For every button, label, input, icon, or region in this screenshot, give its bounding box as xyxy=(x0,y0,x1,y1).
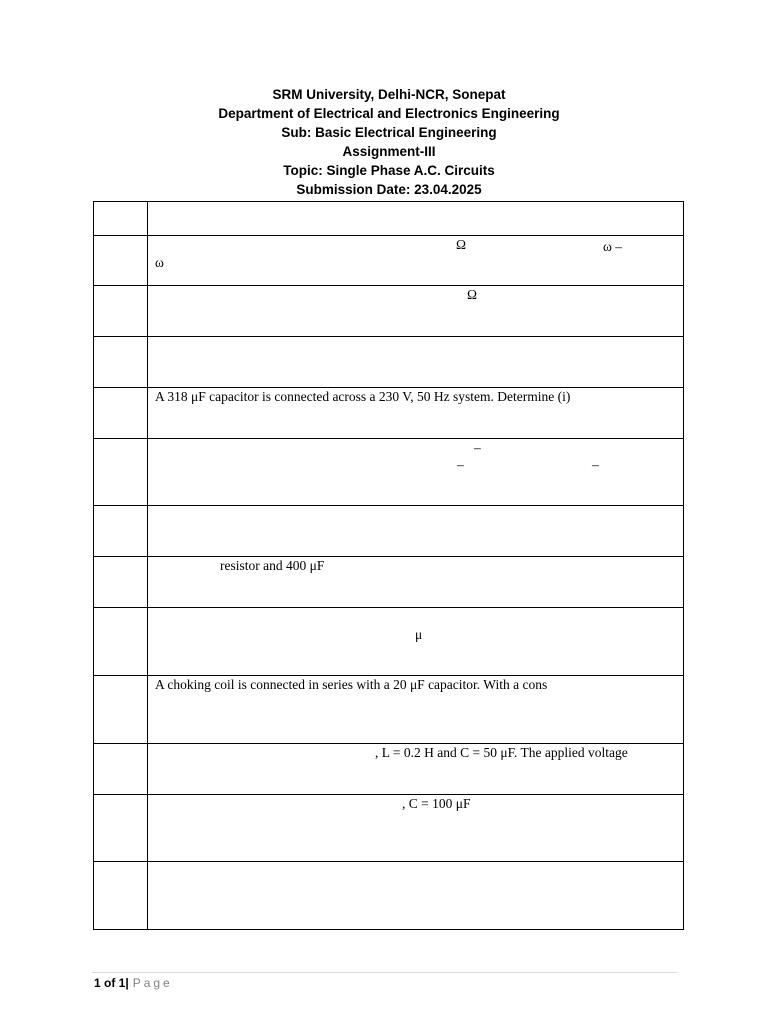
table-row xyxy=(94,795,684,862)
assignment-title: Assignment-III xyxy=(342,143,436,159)
table-row xyxy=(94,557,684,608)
questions-table xyxy=(93,201,684,930)
question-number-cell xyxy=(94,676,148,744)
question-fragment: – xyxy=(592,457,599,472)
question-number-cell xyxy=(94,557,148,608)
table-row xyxy=(94,202,684,236)
question-number-cell xyxy=(94,236,148,286)
topic-line: Topic: Single Phase A.C. Circuits xyxy=(283,162,495,178)
table-row xyxy=(94,862,684,930)
table-row xyxy=(94,286,684,337)
question-number-cell xyxy=(94,388,148,439)
question-fragment: A 318 μF capacitor is connected across a 230 V, 50 Hz system. Determine (i) xyxy=(155,389,571,404)
question-fragment: μ xyxy=(415,627,423,642)
footer-divider xyxy=(92,972,677,973)
table-row xyxy=(94,506,684,557)
question-text-cell xyxy=(148,337,684,388)
page-number: 1 of 1| xyxy=(94,976,129,990)
question-number-cell xyxy=(94,337,148,388)
question-fragment: Ω xyxy=(456,237,467,252)
subject-line: Sub: Basic Electrical Engineering xyxy=(281,124,497,140)
page-label: Page xyxy=(132,976,173,990)
question-fragment: ω – xyxy=(603,239,623,254)
submission-date: Submission Date: 23.04.2025 xyxy=(296,181,482,197)
department-name: Department of Electrical and Electronics Engineering xyxy=(218,105,560,121)
question-text-cell xyxy=(148,439,684,506)
question-text-cell xyxy=(148,744,684,795)
question-fragment: , C = 100 μF xyxy=(402,796,471,811)
table-row xyxy=(94,337,684,388)
question-text-cell xyxy=(148,506,684,557)
question-text-cell xyxy=(148,795,684,862)
question-number-cell xyxy=(94,202,148,236)
table-row xyxy=(94,608,684,676)
question-number-cell xyxy=(94,744,148,795)
question-number-cell xyxy=(94,506,148,557)
question-text-cell xyxy=(148,236,684,286)
question-fragment: – xyxy=(474,440,481,455)
table-row xyxy=(94,439,684,506)
question-text-cell xyxy=(148,676,684,744)
question-number-cell xyxy=(94,795,148,862)
question-text-cell xyxy=(148,608,684,676)
page-footer xyxy=(94,976,173,990)
question-number-cell xyxy=(94,608,148,676)
question-fragment: Ω xyxy=(467,287,478,302)
question-number-cell xyxy=(94,286,148,337)
question-text-cell xyxy=(148,862,684,930)
table-row xyxy=(94,744,684,795)
university-name: SRM University, Delhi-NCR, Sonepat xyxy=(272,87,506,102)
question-number-cell xyxy=(94,439,148,506)
question-fragment: resistor and 400 μF xyxy=(220,558,325,573)
question-number-cell xyxy=(94,862,148,930)
question-text-cell xyxy=(148,388,684,439)
table-row xyxy=(94,676,684,744)
question-fragment: , L = 0.2 H and C = 50 μF. The applied voltage xyxy=(375,745,628,760)
table-row xyxy=(94,388,684,439)
question-fragment: A choking coil is connected in series with a 20 μF capacitor. With a cons xyxy=(155,677,548,692)
question-text-cell xyxy=(148,202,684,236)
document-header xyxy=(94,86,684,199)
question-text-cell xyxy=(148,286,684,337)
question-text-cell xyxy=(148,557,684,608)
question-fragment: – xyxy=(457,457,464,472)
table-row xyxy=(94,236,684,286)
question-fragment: ω xyxy=(155,255,164,270)
